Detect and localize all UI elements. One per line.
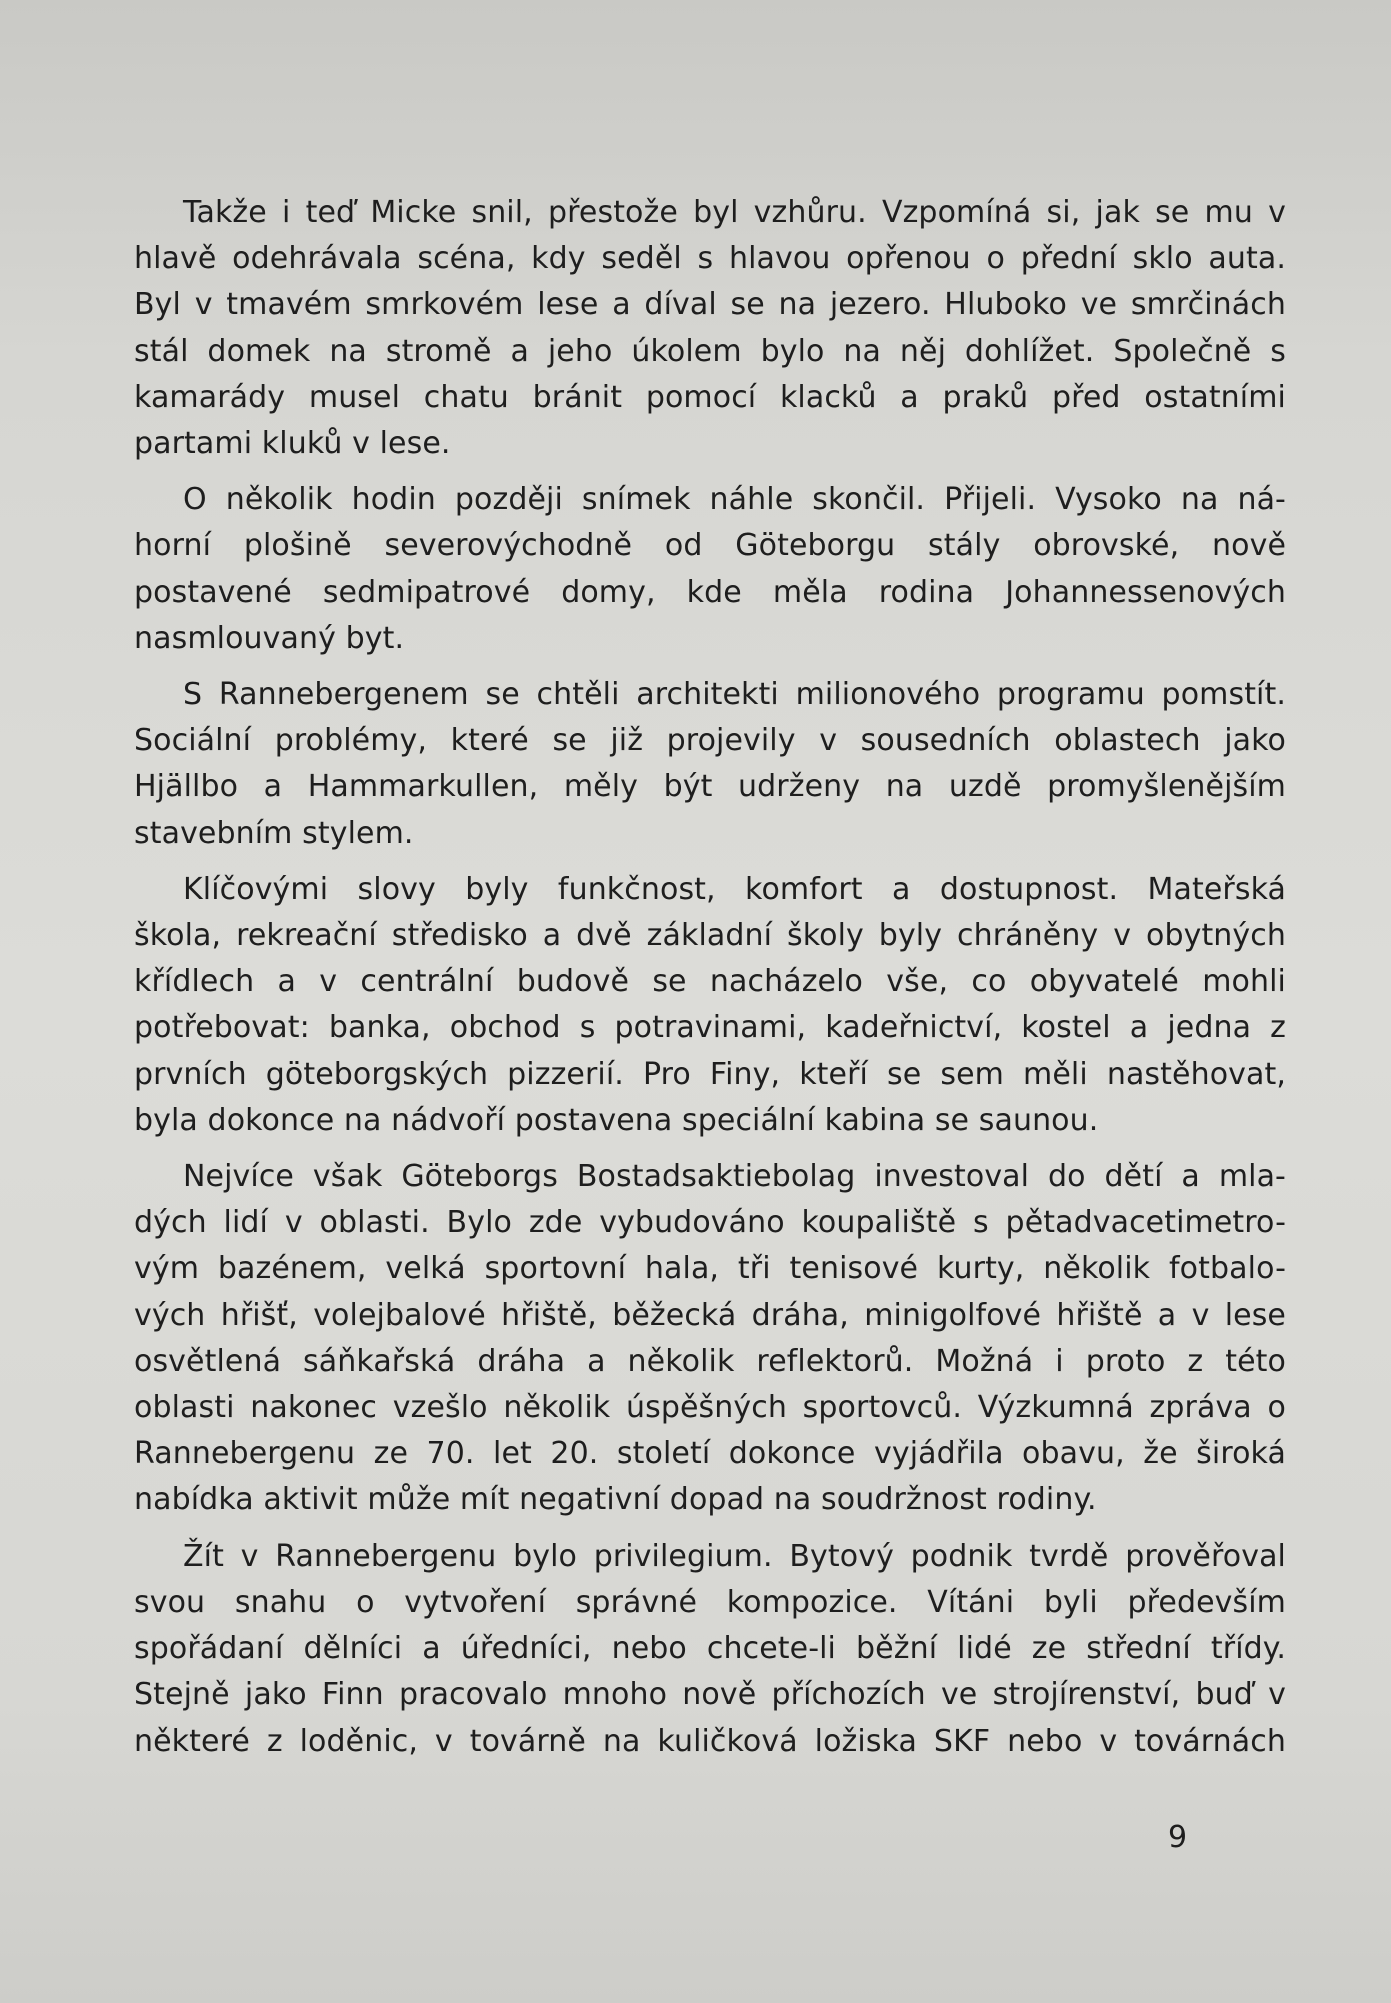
paragraph-line: horní plošině severovýchodně od Göteborgu stály obrovské, nově (134, 528, 1286, 564)
paragraph-line: Rannebergenu ze 70. let 20. století dokonce vyjádřila obavu, že široká (134, 1436, 1286, 1472)
paragraph-line: spořádaní dělníci a úředníci, nebo chcete-li běžní lidé ze střední třídy. (134, 1631, 1286, 1667)
paragraph-3 (134, 672, 1286, 857)
paragraph-line: Žít v Rannebergenu bylo privilegium. Bytový podnik tvrdě prověřoval (183, 1538, 1286, 1574)
paragraph-2 (134, 477, 1286, 662)
paragraph-line: byla dokonce na nádvoří postavena speciální kabina se saunou. (134, 1102, 1099, 1138)
paragraph-line: nabídka aktivit může mít negativní dopad na soudržnost rodiny. (134, 1482, 1097, 1518)
paragraph-5 (134, 1154, 1286, 1524)
paragraph-line: vých hřišť, volejbalové hřiště, běžecká dráha, minigolfové hřiště a v lese (134, 1297, 1286, 1333)
paragraph-line: křídlech a v centrální budově se nacházelo vše, co obyvatelé mohli (134, 964, 1286, 1000)
paragraph-line: stavebním stylem. (134, 815, 414, 851)
paragraph-4 (134, 867, 1286, 1144)
paragraph-line: dých lidí v oblasti. Bylo zde vybudováno koupaliště s pětadvacetimetro- (134, 1205, 1286, 1241)
paragraph-line: Takže i teď Micke snil, přestože byl vzhůru. Vzpomíná si, jak se mu v (183, 195, 1286, 230)
paragraph-line: Klíčovými slovy byly funkčnost, komfort a dostupnost. Mateřská (183, 871, 1286, 907)
paragraph-1 (134, 190, 1286, 467)
paragraph-line: svou snahu o vytvoření správné kompozice. Vítáni byli především (134, 1584, 1286, 1620)
paragraph-line: škola, rekreační středisko a dvě základní školy byly chráněny v obytných (134, 918, 1286, 954)
paragraph-6 (134, 1534, 1286, 1765)
paragraph-line: S Rannebergenem se chtěli architekti milionového programu pomstít. (183, 677, 1286, 713)
paragraph-line: oblasti nakonec vzešlo několik úspěšných sportovců. Výzkumná zpráva o (134, 1390, 1286, 1426)
paragraph-line: potřebovat: banka, obchod s potravinami, kadeřnictví, kostel a jedna z (134, 1010, 1286, 1046)
body-text (134, 190, 1286, 1775)
paragraph-line: Sociální problémy, které se již projevily v sousedních oblastech jako (134, 723, 1286, 759)
paragraph-line: kamarády musel chatu bránit pomocí klacků a praků před ostatními (134, 379, 1286, 415)
paragraph-line: Stejně jako Finn pracovalo mnoho nově příchozích ve strojírenství, buď v (134, 1677, 1286, 1713)
paragraph-line: O několik hodin později snímek náhle skončil. Přijeli. Vysoko na ná- (183, 482, 1286, 518)
paragraph-line: Byl v tmavém smrkovém lese a díval se na jezero. Hluboko ve smrčinách (134, 287, 1286, 323)
paragraph-line: Hjällbo a Hammarkullen, měly být udrženy na uzdě promyšlenějším (134, 769, 1286, 805)
paragraph-line: Nejvíce však Göteborgs Bostadsaktiebolag investoval do dětí a mla- (183, 1159, 1286, 1195)
paragraph-line: postavené sedmipatrové domy, kde měla rodina Johannessenových (134, 574, 1286, 610)
paragraph-line: některé z loděnic, v továrně na kuličková ložiska SKF nebo v továrnách (134, 1723, 1286, 1759)
paragraph-line: vým bazénem, velká sportovní hala, tři tenisové kurty, několik fotbalo- (134, 1251, 1286, 1287)
paragraph-line: osvětlená sáňkařská dráha a několik reflektorů. Možná i proto z této (134, 1343, 1286, 1379)
paragraph-line: hlavě odehrávala scéna, kdy seděl s hlavou opřenou o přední sklo auta. (134, 241, 1286, 277)
paragraph-line: stál domek na stromě a jeho úkolem bylo na něj dohlížet. Společně s (134, 333, 1286, 369)
paragraph-line: prvních göteborgských pizzerií. Pro Finy, kteří se sem měli nastěhovat, (134, 1056, 1286, 1092)
paragraph-line: nasmlouvaný byt. (134, 620, 405, 656)
page-number: 9 (1168, 1820, 1188, 1855)
paragraph-line: partami kluků v lese. (134, 426, 451, 462)
